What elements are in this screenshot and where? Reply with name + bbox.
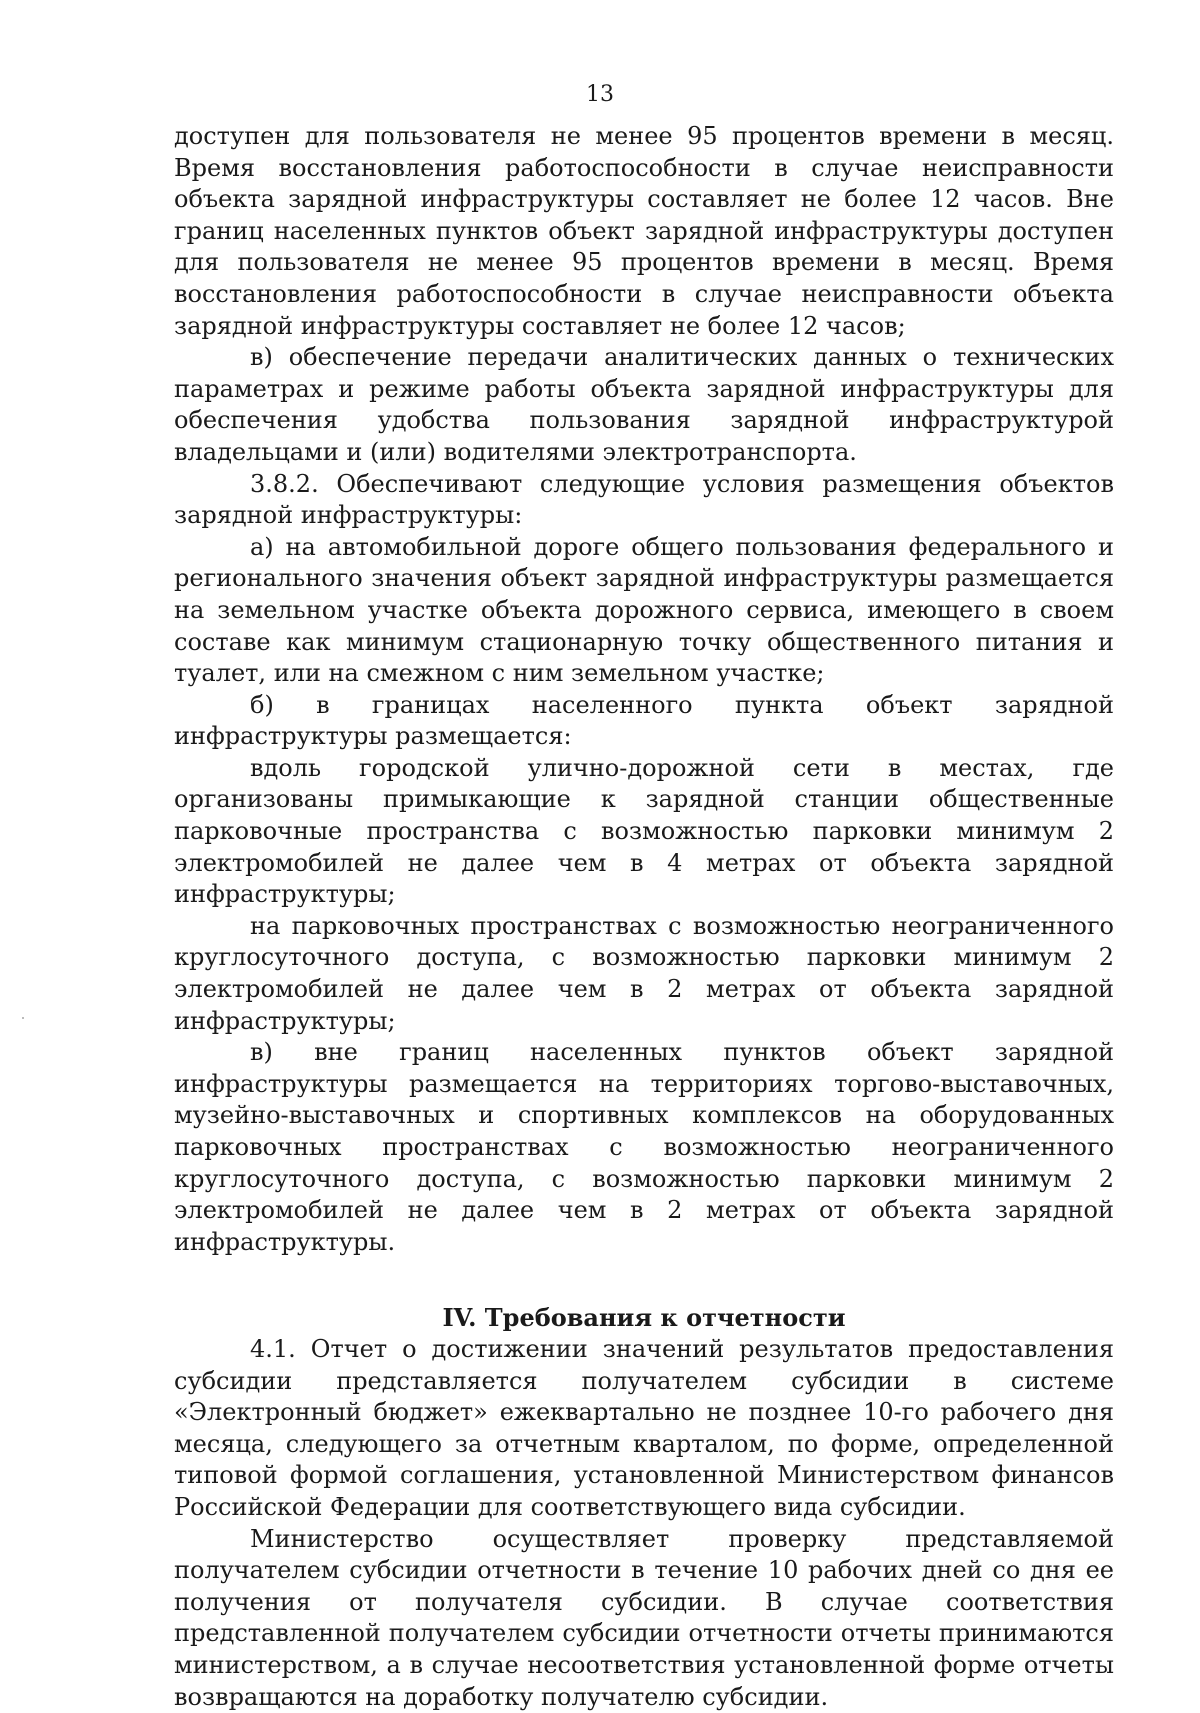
paragraph-ministry-check: Министерство осуществляет проверку представляемой получателем субсидии отчетности в течение 10 рабочих дней со дня ее получения от получателя субсидии. В случае соответствия представленной получателем субсидии отчетности отчеты принимаются министерством, а в случае несоответствия установленной форме отчеты возвращаются на доработку получателю субсидии. — [174, 1524, 1114, 1711]
paragraph-parking-spaces: на парковочных пространствах с возможностью неограниченного круглосуточного доступа, с возможностью парковки минимум 2 электромобилей не далее чем в 2 метрах от объекта зарядной инфраструктуры; — [174, 911, 1114, 1035]
document-body — [174, 121, 1114, 1713]
page-number: 13 — [586, 82, 614, 107]
paragraph-item-v-outside-settlements: в) вне границ населенных пунктов объект зарядной инфраструктуры размещается на территориях торгово-выставочных, музейно-выставочных и спортивных комплексов на оборудованных парковочных пространствах с возможностью неограниченного круглосуточного доступа, с возможностью парковки минимум 2 электромобилей не далее чем в 2 метрах от объекта зарядной инфраструктуры. — [174, 1038, 1114, 1256]
paragraph-availability: доступен для пользователя не менее 95 процентов времени в месяц. Время восстановления работоспособности в случае неисправности объекта зарядной инфраструктуры составляет не более 12 часов. Вне границ населенных пунктов объект зарядной инфраструктуры доступен для пользователя не менее 95 процентов времени в месяц. Время восстановления работоспособности в случае неисправности объекта зарядной инфраструктуры составляет не более 12 часов; — [174, 122, 1114, 340]
scan-artifact — [22, 1017, 24, 1019]
section-heading: IV. Требования к отчетности — [442, 1303, 846, 1333]
paragraph-4-1: 4.1. Отчет о достижении значений результатов предоставления субсидии представляется получателем субсидии в системе «Электронный бюджет» ежеквартально не позднее 10-го рабочего дня месяца, следующего за отчетным кварталом, по форме, определенной типовой формой соглашения, установленной Министерством финансов Российской Федерации для соответствующего вида субсидии. — [174, 1334, 1114, 1521]
paragraph-item-b-settlement: б) в границах населенного пункта объект зарядной инфраструктуры размещается: — [174, 690, 1114, 751]
paragraph-3-8-2: 3.8.2. Обеспечивают следующие условия размещения объектов зарядной инфраструктуры: — [174, 469, 1114, 530]
paragraph-street-network: вдоль городской улично-дорожной сети в местах, где организованы примыкающие к зарядной станции общественные парковочные пространства с возможностью парковки минимум 2 электромобилей не далее чем в 4 метрах от объекта зарядной инфраструктуры; — [174, 753, 1114, 909]
paragraph-item-v-data-transfer: в) обеспечение передачи аналитических данных о технических параметрах и режиме работы объекта зарядной инфраструктуры для обеспечения удобства пользования зарядной инфраструктурой владельцами и (или) водителями электротранспорта. — [174, 343, 1114, 466]
paragraph-item-a-highway: а) на автомобильной дороге общего пользования федерального и регионального значения объект зарядной инфраструктуры размещается на земельном участке объекта дорожного сервиса, имеющего в своем составе как минимум стационарную точку общественного питания и туалет, или на смежном с ним земельном участке; — [174, 532, 1114, 688]
